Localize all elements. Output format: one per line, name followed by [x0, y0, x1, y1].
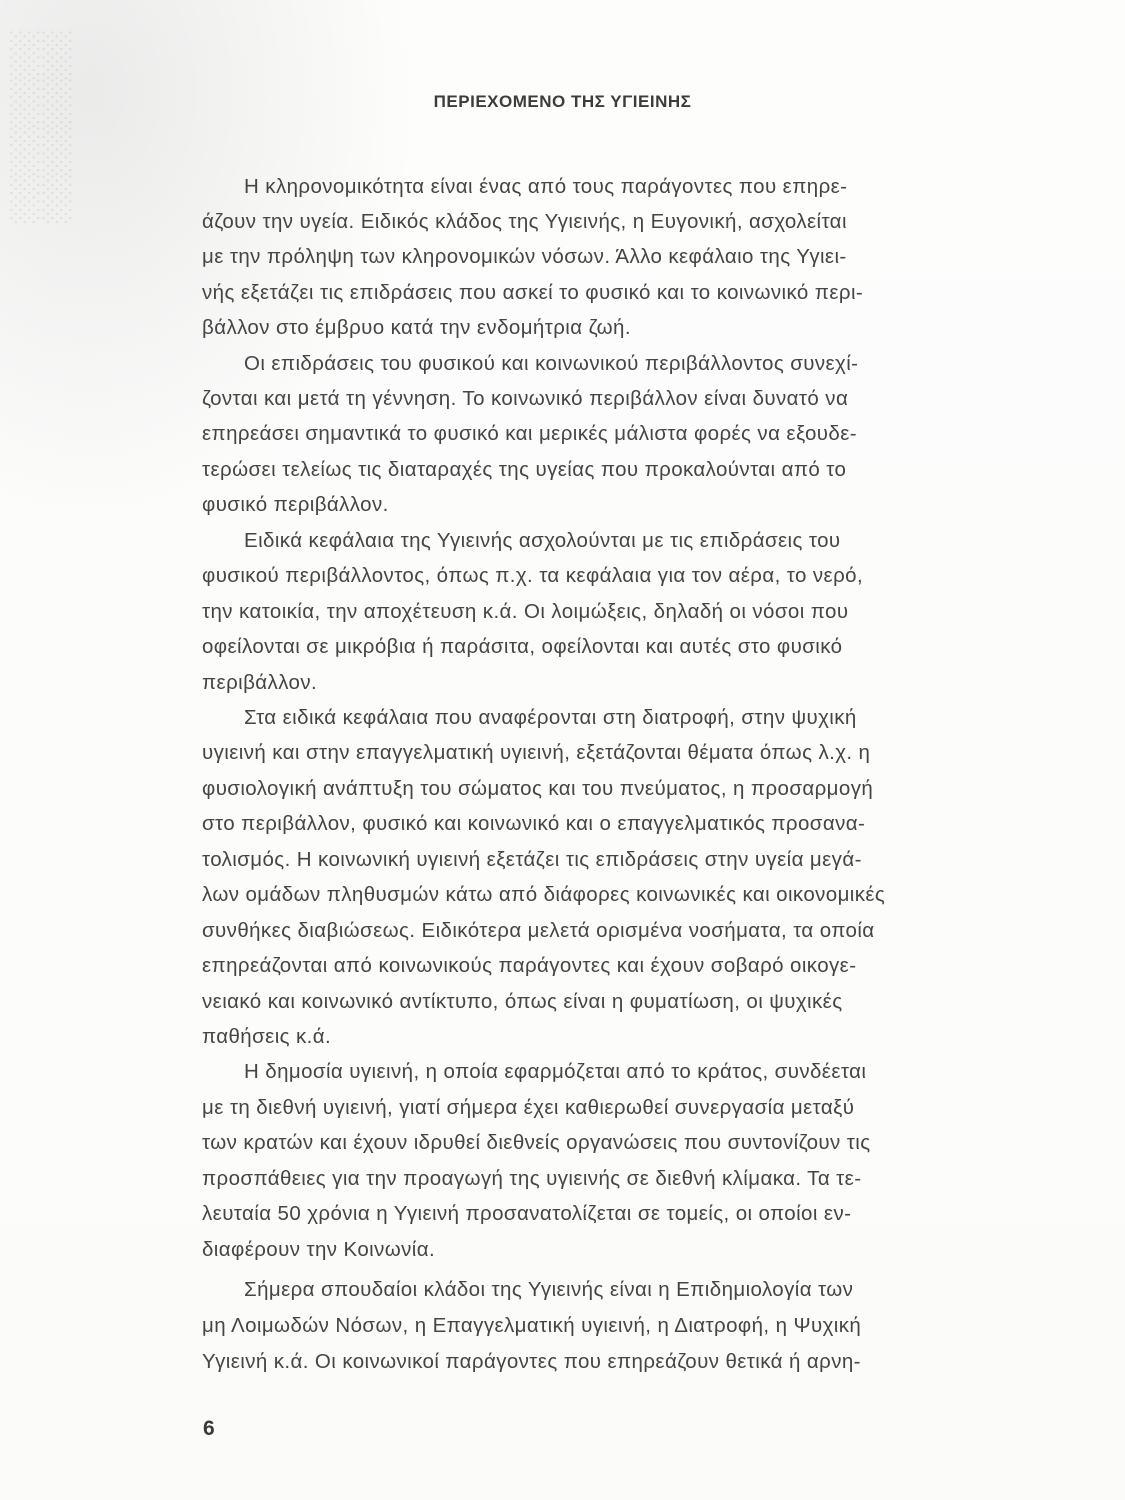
bleed-through-shadow: ░░ ░░ ░░ ░░ [8, 29, 73, 222]
text-line: επηρεάσει σημαντικά το φυσικό και μερικές μάλιστα φορές να εξουδε- [202, 422, 857, 445]
text-line: με τη διεθνή υγιεινή, γιατί σήμερα έχει καθιερωθεί συνεργασία μεταξύ [202, 1096, 855, 1119]
text-line: επηρεάζονται από κοινωνικούς παράγοντες και έχουν σοβαρό οικογε- [202, 954, 857, 977]
text-line: Η κληρονομικότητα είναι ένας από τους παράγοντες που επηρε- [244, 175, 848, 198]
text-line: νής εξετάζει τις επιδράσεις που ασκεί το φυσικό και το κοινωνικό περι- [202, 281, 864, 304]
text-line: Στα ειδικά κεφάλαια που αναφέρονται στη διατροφή, στην ψυχική [244, 706, 857, 729]
text-line: φυσικό περιβάλλον. [202, 493, 389, 516]
text-line: Σήμερα σπουδαίοι κλάδοι της Υγιεινής είναι η Επιδημιολογία των [244, 1278, 854, 1301]
text-line: υγιεινή και στην επαγγελματική υγιεινή, εξετάζονται θέματα όπως λ.χ. η [202, 741, 871, 764]
text-line: διαφέρουν την Κοινωνία. [202, 1238, 436, 1261]
text-line: Υγιεινή κ.ά. Οι κοινωνικοί παράγοντες που επηρεάζουν θετικά ή αρνη- [202, 1350, 861, 1373]
text-line: βάλλον στο έμβρυο κατά την ενδομήτρια ζωή. [202, 316, 631, 339]
page-number: 6 [203, 1417, 215, 1440]
text-line: Ειδικά κεφάλαια της Υγιεινής ασχολούνται με τις επιδράσεις του [244, 529, 841, 552]
text-line: Οι επιδράσεις του φυσικού και κοινωνικού περιβάλλοντος συνεχί- [244, 352, 859, 375]
text-line: στο περιβάλλον, φυσικό και κοινωνικό και ο επαγγελματικός προσανα- [202, 812, 866, 835]
text-line: νειακό και κοινωνικό αντίκτυπο, όπως είναι η φυματίωση, οι ψυχικές [202, 990, 843, 1013]
text-line: των κρατών και έχουν ιδρυθεί διεθνείς οργανώσεις που συντονίζουν τις [202, 1131, 871, 1154]
text-line: λευταία 50 χρόνια η Υγιεινή προσανατολίζεται σε τομείς, οι οποίοι εν- [202, 1202, 852, 1225]
text-line: τολισμός. Η κοινωνική υγιεινή εξετάζει τις επιδράσεις στην υγεία μεγά- [202, 848, 862, 871]
page-title: ΠΕΡΙΕΧΟΜΕΝΟ ΤΗΣ ΥΓΙΕΙΝΗΣ [433, 92, 692, 111]
text-line: παθήσεις κ.ά. [202, 1025, 332, 1048]
text-line: φυσικού περιβάλλοντος, όπως π.χ. τα κεφάλαια για τον αέρα, το νερό, [202, 564, 864, 587]
text-line: λων ομάδων πληθυσμών κάτω από διάφορες κοινωνικές και οικονομικές [202, 883, 886, 906]
text-line: άζουν την υγεία. Ειδικός κλάδος της Υγιεινής, η Ευγονική, ασχολείται [202, 210, 847, 233]
text-line: με την πρόληψη των κληρονομικών νόσων. Άλλο κεφάλαιο της Υγιει- [202, 245, 847, 268]
text-line: την κατοικία, την αποχέτευση κ.ά. Οι λοιμώξεις, δηλαδή οι νόσοι που [202, 600, 849, 623]
text-line: περιβάλλον. [202, 671, 318, 694]
text-line: συνθήκες διαβιώσεως. Ειδικότερα μελετά ορισμένα νοσήματα, τα οποία [202, 919, 875, 942]
text-line: τερώσει τελείως τις διαταραχές της υγείας που προκαλούνται από το [202, 458, 847, 481]
text-line: οφείλονται σε μικρόβια ή παράσιτα, οφείλονται και αυτές στο φυσικό [202, 635, 843, 658]
text-line: Η δημοσία υγιεινή, η οποία εφαρμόζεται από το κράτος, συνδέεται [244, 1060, 867, 1083]
text-line: ζονται και μετά τη γέννηση. Το κοινωνικό περιβάλλον είναι δυνατό να [202, 387, 849, 410]
text-line: μη Λοιμωδών Νόσων, η Επαγγελματική υγιεινή, η Διατροφή, η Ψυχική [202, 1314, 862, 1337]
text-line: προσπάθειες για την προαγωγή της υγιεινής σε διεθνή κλίμακα. Τα τε- [202, 1167, 862, 1190]
text-line: φυσιολογική ανάπτυξη του σώματος και του πνεύματος, η προσαρμογή [202, 777, 874, 800]
